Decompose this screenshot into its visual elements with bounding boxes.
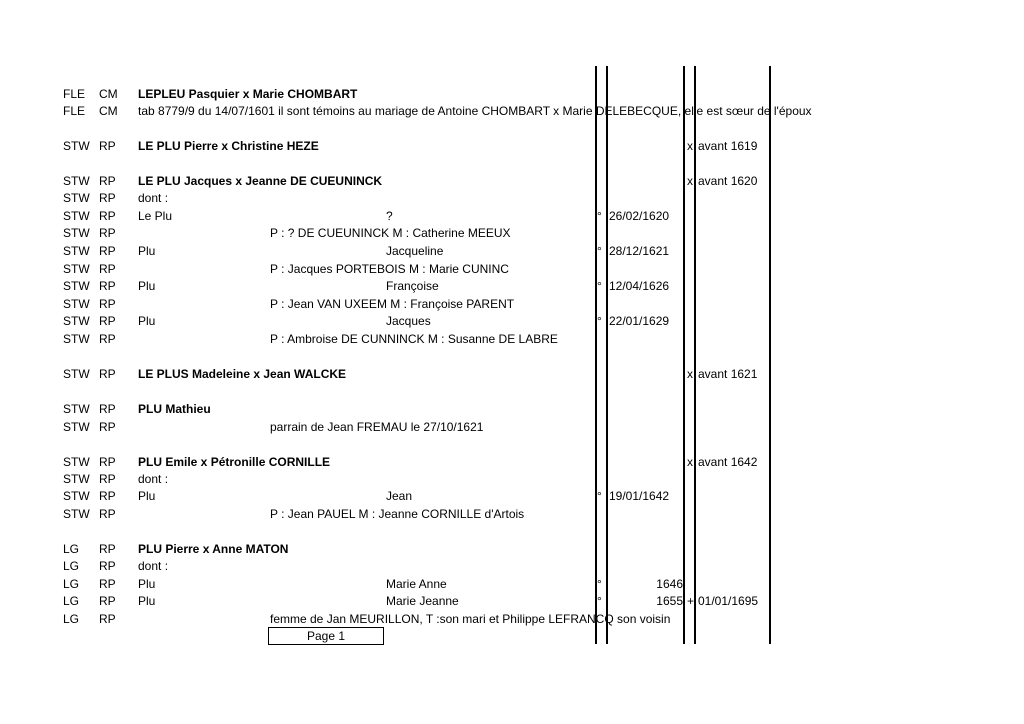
table-row — [0, 313, 1024, 330]
table-row — [0, 366, 1024, 383]
region-code: LG — [63, 542, 80, 556]
table-row — [0, 541, 1024, 558]
given-name-cell: Jean — [386, 489, 413, 503]
given-name-cell: Jacqueline — [386, 244, 444, 258]
source-code: RP — [99, 542, 116, 556]
table-row — [0, 103, 1024, 120]
name-cell: PLU Emile x Pétronille CORNILLE — [138, 455, 331, 469]
source-code: RP — [99, 559, 116, 573]
event-date-cell: avant 1620 — [698, 174, 758, 188]
region-code: STW — [63, 174, 90, 188]
year-cell: 1646 — [656, 577, 683, 591]
table-row — [0, 488, 1024, 505]
source-code: RP — [99, 367, 116, 381]
detail-cell: femme de Jan MEURILLON, T :son mari et Philippe LEFRANCQ son voisin — [270, 612, 671, 626]
event-date-cell: avant 1642 — [698, 455, 758, 469]
detail-cell: P : Jean VAN UXEEM M : Françoise PARENT — [270, 297, 515, 311]
name-cell: Plu — [138, 244, 156, 258]
region-code: STW — [63, 244, 90, 258]
region-code: STW — [63, 507, 90, 521]
source-code: RP — [99, 332, 116, 346]
birth-marker: ° — [597, 314, 602, 328]
region-code: STW — [63, 332, 90, 346]
source-code: RP — [99, 262, 116, 276]
table-row — [0, 225, 1024, 242]
event-marker: + — [687, 594, 695, 608]
event-date-cell: 01/01/1695 — [698, 594, 759, 608]
region-code: STW — [63, 420, 90, 434]
event-date-cell: avant 1619 — [698, 139, 758, 153]
table-row — [0, 454, 1024, 471]
page-number-box — [268, 627, 384, 645]
year-cell: 1655 — [656, 594, 683, 608]
birth-marker: ° — [597, 489, 602, 503]
table-row — [0, 243, 1024, 260]
source-code: RP — [99, 455, 116, 469]
source-code: RP — [99, 209, 116, 223]
name-cell: Le Plu — [138, 209, 173, 223]
source-code: RP — [99, 420, 116, 434]
source-code: RP — [99, 489, 116, 503]
name-cell: dont : — [138, 559, 169, 573]
region-code: STW — [63, 455, 90, 469]
detail-cell: P : Jacques PORTEBOIS M : Marie CUNINC — [270, 262, 509, 276]
name-cell: Plu — [138, 577, 156, 591]
name-cell: tab 8779/9 du 14/07/1601 il sont témoins au mariage de Antoine CHOMBART x Marie DELEBECQUE, elle est sœur de l'époux — [138, 104, 812, 118]
table-row — [0, 331, 1024, 348]
source-code: RP — [99, 279, 116, 293]
source-code: CM — [99, 87, 118, 101]
page-number: Page 1 — [306, 629, 346, 643]
name-cell: LEPLEU Pasquier x Marie CHOMBART — [138, 87, 358, 101]
region-code: STW — [63, 402, 90, 416]
region-code: LG — [63, 559, 80, 573]
name-cell: LE PLU Pierre x Christine HEZE — [138, 139, 319, 153]
source-code: RP — [99, 612, 116, 626]
region-code: STW — [63, 209, 90, 223]
detail-cell: P : Jean PAUEL M : Jeanne CORNILLE d'Artois — [270, 507, 525, 521]
name-cell: LE PLU Jacques x Jeanne DE CUEUNINCK — [138, 174, 383, 188]
table-row — [0, 506, 1024, 523]
birth-marker: ° — [597, 209, 602, 223]
table-row — [0, 86, 1024, 103]
source-code: RP — [99, 594, 116, 608]
name-cell: PLU Mathieu — [138, 402, 211, 416]
region-code: STW — [63, 472, 90, 486]
detail-cell: P : Ambroise DE CUNNINCK M : Susanne DE LABRE — [270, 332, 558, 346]
birth-marker: ° — [597, 594, 602, 608]
table-row — [0, 593, 1024, 610]
name-cell: Plu — [138, 594, 156, 608]
table-row — [0, 261, 1024, 278]
given-name-cell: Jacques — [386, 314, 431, 328]
detail-cell: parrain de Jean FREMAU le 27/10/1621 — [270, 420, 484, 434]
table-row — [0, 278, 1024, 295]
source-code: RP — [99, 314, 116, 328]
region-code: STW — [63, 314, 90, 328]
birth-marker: ° — [597, 577, 602, 591]
given-name-cell: ? — [386, 209, 393, 223]
detail-cell: P : ? DE CUEUNINCK M : Catherine MEEUX — [270, 226, 511, 240]
region-code: STW — [63, 297, 90, 311]
region-code: STW — [63, 191, 90, 205]
event-marker: x — [687, 139, 693, 153]
region-code: STW — [63, 489, 90, 503]
name-cell: Plu — [138, 279, 156, 293]
given-name-cell: Françoise — [386, 279, 439, 293]
given-name-cell: Marie Jeanne — [386, 594, 459, 608]
date-cell: 28/12/1621 — [609, 244, 670, 258]
table-row — [0, 208, 1024, 225]
given-name-cell: Marie Anne — [386, 577, 447, 591]
table-row — [0, 611, 1024, 628]
table-row — [0, 558, 1024, 575]
table-row — [0, 471, 1024, 488]
region-code: LG — [63, 577, 80, 591]
region-code: STW — [63, 367, 90, 381]
source-code: CM — [99, 104, 118, 118]
table-row — [0, 190, 1024, 207]
table-row — [0, 138, 1024, 155]
table-row — [0, 173, 1024, 190]
source-code: RP — [99, 577, 116, 591]
event-date-cell: avant 1621 — [698, 367, 758, 381]
region-code: LG — [63, 612, 80, 626]
source-code: RP — [99, 472, 116, 486]
name-cell: Plu — [138, 314, 156, 328]
event-marker: x — [687, 455, 693, 469]
table-row — [0, 576, 1024, 593]
source-code: RP — [99, 507, 116, 521]
birth-marker: ° — [597, 279, 602, 293]
source-code: RP — [99, 139, 116, 153]
name-cell: Plu — [138, 489, 156, 503]
region-code: STW — [63, 226, 90, 240]
event-marker: x — [687, 367, 693, 381]
source-code: RP — [99, 244, 116, 258]
source-code: RP — [99, 297, 116, 311]
name-cell: PLU Pierre x Anne MATON — [138, 542, 289, 556]
date-cell: 12/04/1626 — [609, 279, 670, 293]
name-cell: dont : — [138, 472, 169, 486]
date-cell: 22/01/1629 — [609, 314, 670, 328]
region-code: STW — [63, 262, 90, 276]
table-row — [0, 419, 1024, 436]
region-code: STW — [63, 279, 90, 293]
table-row — [0, 296, 1024, 313]
source-code: RP — [99, 191, 116, 205]
table-row — [0, 401, 1024, 418]
region-code: LG — [63, 594, 80, 608]
birth-marker: ° — [597, 244, 602, 258]
date-cell: 26/02/1620 — [609, 209, 670, 223]
name-cell: dont : — [138, 191, 169, 205]
source-code: RP — [99, 174, 116, 188]
date-cell: 19/01/1642 — [609, 489, 670, 503]
source-code: RP — [99, 226, 116, 240]
name-cell: LE PLUS Madeleine x Jean WALCKE — [138, 367, 347, 381]
region-code: FLE — [63, 87, 86, 101]
event-marker: x — [687, 174, 693, 188]
source-code: RP — [99, 402, 116, 416]
region-code: STW — [63, 139, 90, 153]
region-code: FLE — [63, 104, 86, 118]
